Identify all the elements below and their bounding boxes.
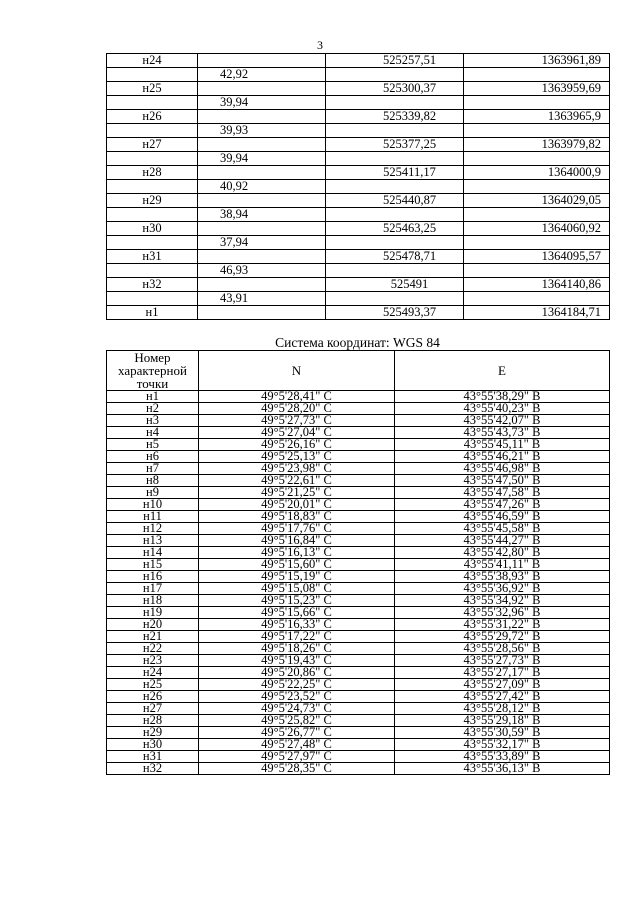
point-number-cell: н2 <box>107 403 199 415</box>
point-number-cell: н9 <box>107 487 199 499</box>
empty-cell <box>464 152 610 166</box>
longitude-cell: 43°55'47,58" В <box>395 487 610 499</box>
point-number-cell: н6 <box>107 451 199 463</box>
longitude-cell: 43°55'46,59" В <box>395 511 610 523</box>
empty-cell <box>464 124 610 138</box>
x-coord-cell: 525440,87 <box>326 194 464 208</box>
distance-row <box>107 236 610 250</box>
longitude-cell: 43°55'32,96" В <box>395 607 610 619</box>
distance-cell: 39,94 <box>198 96 326 110</box>
y-coord-cell: 1364140,86 <box>464 278 610 292</box>
point-number-cell: н18 <box>107 595 199 607</box>
longitude-cell: 43°55'45,11" В <box>395 439 610 451</box>
table-row <box>107 166 610 180</box>
point-number-cell: н31 <box>107 751 199 763</box>
longitude-cell: 43°55'29,72" В <box>395 631 610 643</box>
empty-cell <box>198 138 326 152</box>
point-number-cell: н17 <box>107 583 199 595</box>
latitude-cell: 49°5'15,08" С <box>199 583 395 595</box>
empty-cell <box>198 82 326 96</box>
longitude-cell: 43°55'36,13" В <box>395 763 610 775</box>
longitude-cell: 43°55'27,73" В <box>395 655 610 667</box>
longitude-cell: 43°55'38,29" В <box>395 391 610 403</box>
empty-cell <box>464 96 610 110</box>
point-number-cell: н1 <box>107 391 199 403</box>
empty-cell <box>464 180 610 194</box>
longitude-cell: 43°55'27,17" В <box>395 667 610 679</box>
empty-cell <box>464 292 610 306</box>
empty-cell <box>326 208 464 222</box>
longitude-cell: 43°55'46,21" В <box>395 451 610 463</box>
table-row <box>107 763 610 775</box>
y-coord-cell: 1364029,05 <box>464 194 610 208</box>
empty-cell <box>464 236 610 250</box>
longitude-cell: 43°55'40,23" В <box>395 403 610 415</box>
header-n: N <box>199 351 395 391</box>
table-row <box>107 306 610 320</box>
y-coord-cell: 1363965,9 <box>464 110 610 124</box>
point-cell: н29 <box>107 194 198 208</box>
longitude-cell: 43°55'41,11" В <box>395 559 610 571</box>
coordinates-table-wgs84-body <box>107 391 610 775</box>
y-coord-cell: 1364060,92 <box>464 222 610 236</box>
empty-cell <box>198 166 326 180</box>
distance-row <box>107 264 610 278</box>
latitude-cell: 49°5'27,48" С <box>199 739 395 751</box>
longitude-cell: 43°55'47,26" В <box>395 499 610 511</box>
page-number: 3 <box>317 38 323 52</box>
header-e: E <box>395 351 610 391</box>
empty-cell <box>107 208 198 222</box>
empty-cell <box>107 124 198 138</box>
latitude-cell: 49°5'17,22" С <box>199 631 395 643</box>
empty-cell <box>326 264 464 278</box>
x-coord-cell: 525463,25 <box>326 222 464 236</box>
latitude-cell: 49°5'24,73" С <box>199 703 395 715</box>
latitude-cell: 49°5'15,66" С <box>199 607 395 619</box>
distance-cell: 43,91 <box>198 292 326 306</box>
y-coord-cell: 1364184,71 <box>464 306 610 320</box>
empty-cell <box>464 208 610 222</box>
point-number-cell: н30 <box>107 739 199 751</box>
distance-row <box>107 68 610 82</box>
empty-cell <box>107 264 198 278</box>
distance-row <box>107 208 610 222</box>
latitude-cell: 49°5'28,41" С <box>199 391 395 403</box>
empty-cell <box>107 68 198 82</box>
empty-cell <box>326 236 464 250</box>
empty-cell <box>107 152 198 166</box>
latitude-cell: 49°5'27,04" С <box>199 427 395 439</box>
y-coord-cell: 1363979,82 <box>464 138 610 152</box>
distance-row <box>107 124 610 138</box>
latitude-cell: 49°5'18,26" С <box>199 643 395 655</box>
point-number-cell: н28 <box>107 715 199 727</box>
distance-cell: 39,93 <box>198 124 326 138</box>
point-cell: н28 <box>107 166 198 180</box>
table-row <box>107 278 610 292</box>
latitude-cell: 49°5'19,43" С <box>199 655 395 667</box>
table-row <box>107 110 610 124</box>
point-number-cell: н23 <box>107 655 199 667</box>
distance-cell: 40,92 <box>198 180 326 194</box>
distance-row <box>107 152 610 166</box>
point-number-cell: н26 <box>107 691 199 703</box>
latitude-cell: 49°5'16,33" С <box>199 619 395 631</box>
empty-cell <box>198 54 326 68</box>
table-row <box>107 138 610 152</box>
coordinates-table-msk-body <box>107 54 610 320</box>
y-coord-cell: 1363961,89 <box>464 54 610 68</box>
distance-cell: 46,93 <box>198 264 326 278</box>
latitude-cell: 49°5'15,60" С <box>199 559 395 571</box>
point-number-cell: н13 <box>107 535 199 547</box>
table-header-row <box>107 351 610 391</box>
point-cell: н24 <box>107 54 198 68</box>
longitude-cell: 43°55'43,73" В <box>395 427 610 439</box>
distance-cell: 39,94 <box>198 152 326 166</box>
point-number-cell: н10 <box>107 499 199 511</box>
x-coord-cell: 525300,37 <box>326 82 464 96</box>
empty-cell <box>326 68 464 82</box>
longitude-cell: 43°55'30,59" В <box>395 727 610 739</box>
point-number-cell: н3 <box>107 415 199 427</box>
distance-cell: 42,92 <box>198 68 326 82</box>
distance-row <box>107 180 610 194</box>
longitude-cell: 43°55'29,18" В <box>395 715 610 727</box>
point-number-cell: н14 <box>107 547 199 559</box>
table-row <box>107 82 610 96</box>
point-cell: н32 <box>107 278 198 292</box>
latitude-cell: 49°5'21,25" С <box>199 487 395 499</box>
latitude-cell: 49°5'18,83" С <box>199 511 395 523</box>
longitude-cell: 43°55'31,22" В <box>395 619 610 631</box>
longitude-cell: 43°55'47,50" В <box>395 475 610 487</box>
table-row <box>107 250 610 264</box>
longitude-cell: 43°55'28,56" В <box>395 643 610 655</box>
latitude-cell: 49°5'27,73" С <box>199 415 395 427</box>
point-number-cell: н7 <box>107 463 199 475</box>
longitude-cell: 43°55'46,98" В <box>395 463 610 475</box>
longitude-cell: 43°55'36,92" В <box>395 583 610 595</box>
empty-cell <box>198 110 326 124</box>
latitude-cell: 49°5'15,23" С <box>199 595 395 607</box>
x-coord-cell: 525411,17 <box>326 166 464 180</box>
x-coord-cell: 525478,71 <box>326 250 464 264</box>
distance-cell: 37,94 <box>198 236 326 250</box>
table-row <box>107 54 610 68</box>
latitude-cell: 49°5'16,84" С <box>199 535 395 547</box>
latitude-cell: 49°5'26,77" С <box>199 727 395 739</box>
point-number-cell: н20 <box>107 619 199 631</box>
point-number-cell: н21 <box>107 631 199 643</box>
y-coord-cell: 1364095,57 <box>464 250 610 264</box>
header-point-number: Номер характерной точки <box>107 351 199 391</box>
empty-cell <box>198 222 326 236</box>
empty-cell <box>326 124 464 138</box>
latitude-cell: 49°5'25,82" С <box>199 715 395 727</box>
point-cell: н25 <box>107 82 198 96</box>
distance-cell: 38,94 <box>198 208 326 222</box>
longitude-cell: 43°55'27,09" В <box>395 679 610 691</box>
distance-row <box>107 292 610 306</box>
empty-cell <box>198 306 326 320</box>
point-number-cell: н4 <box>107 427 199 439</box>
longitude-cell: 43°55'42,07" В <box>395 415 610 427</box>
latitude-cell: 49°5'22,61" С <box>199 475 395 487</box>
longitude-cell: 43°55'27,42" В <box>395 691 610 703</box>
longitude-cell: 43°55'34,92" В <box>395 595 610 607</box>
empty-cell <box>326 180 464 194</box>
point-number-cell: н11 <box>107 511 199 523</box>
point-number-cell: н27 <box>107 703 199 715</box>
empty-cell <box>326 96 464 110</box>
x-coord-cell: 525377,25 <box>326 138 464 152</box>
point-number-cell: н16 <box>107 571 199 583</box>
latitude-cell: 49°5'16,13" С <box>199 547 395 559</box>
latitude-cell: 49°5'20,86" С <box>199 667 395 679</box>
table-row <box>107 222 610 236</box>
y-coord-cell: 1363959,69 <box>464 82 610 96</box>
empty-cell <box>107 96 198 110</box>
empty-cell <box>107 236 198 250</box>
point-number-cell: н24 <box>107 667 199 679</box>
longitude-cell: 43°55'33,89" В <box>395 751 610 763</box>
x-coord-cell: 525257,51 <box>326 54 464 68</box>
latitude-cell: 49°5'26,16" С <box>199 439 395 451</box>
point-number-cell: н12 <box>107 523 199 535</box>
point-number-cell: н19 <box>107 607 199 619</box>
empty-cell <box>464 264 610 278</box>
distance-row <box>107 96 610 110</box>
coordinates-table-wgs84 <box>106 350 610 775</box>
coordinates-table-msk <box>106 53 610 320</box>
latitude-cell: 49°5'23,52" С <box>199 691 395 703</box>
point-number-cell: н29 <box>107 727 199 739</box>
point-cell: н1 <box>107 306 198 320</box>
empty-cell <box>326 292 464 306</box>
longitude-cell: 43°55'44,27" В <box>395 535 610 547</box>
point-cell: н30 <box>107 222 198 236</box>
x-coord-cell: 525339,82 <box>326 110 464 124</box>
longitude-cell: 43°55'28,12" В <box>395 703 610 715</box>
point-number-cell: н32 <box>107 763 199 775</box>
empty-cell <box>198 194 326 208</box>
x-coord-cell: 525493,37 <box>326 306 464 320</box>
table-row <box>107 194 610 208</box>
point-number-cell: н5 <box>107 439 199 451</box>
empty-cell <box>198 250 326 264</box>
latitude-cell: 49°5'25,13" С <box>199 451 395 463</box>
empty-cell <box>107 180 198 194</box>
empty-cell <box>326 152 464 166</box>
point-cell: н27 <box>107 138 198 152</box>
latitude-cell: 49°5'23,98" С <box>199 463 395 475</box>
latitude-cell: 49°5'15,19" С <box>199 571 395 583</box>
longitude-cell: 43°55'38,93" В <box>395 571 610 583</box>
coordinate-system-caption: Система координат: WGS 84 <box>275 335 440 350</box>
point-cell: н31 <box>107 250 198 264</box>
latitude-cell: 49°5'22,25" С <box>199 679 395 691</box>
longitude-cell: 43°55'45,58" В <box>395 523 610 535</box>
x-coord-cell: 525491 <box>326 278 464 292</box>
point-number-cell: н22 <box>107 643 199 655</box>
empty-cell <box>464 68 610 82</box>
point-number-cell: н25 <box>107 679 199 691</box>
longitude-cell: 43°55'32,17" В <box>395 739 610 751</box>
empty-cell <box>107 292 198 306</box>
latitude-cell: 49°5'20,01" С <box>199 499 395 511</box>
latitude-cell: 49°5'27,97" С <box>199 751 395 763</box>
latitude-cell: 49°5'28,35" С <box>199 763 395 775</box>
point-number-cell: н8 <box>107 475 199 487</box>
empty-cell <box>198 278 326 292</box>
point-cell: н26 <box>107 110 198 124</box>
latitude-cell: 49°5'17,76" С <box>199 523 395 535</box>
latitude-cell: 49°5'28,20" С <box>199 403 395 415</box>
longitude-cell: 43°55'42,80" В <box>395 547 610 559</box>
y-coord-cell: 1364000,9 <box>464 166 610 180</box>
point-number-cell: н15 <box>107 559 199 571</box>
